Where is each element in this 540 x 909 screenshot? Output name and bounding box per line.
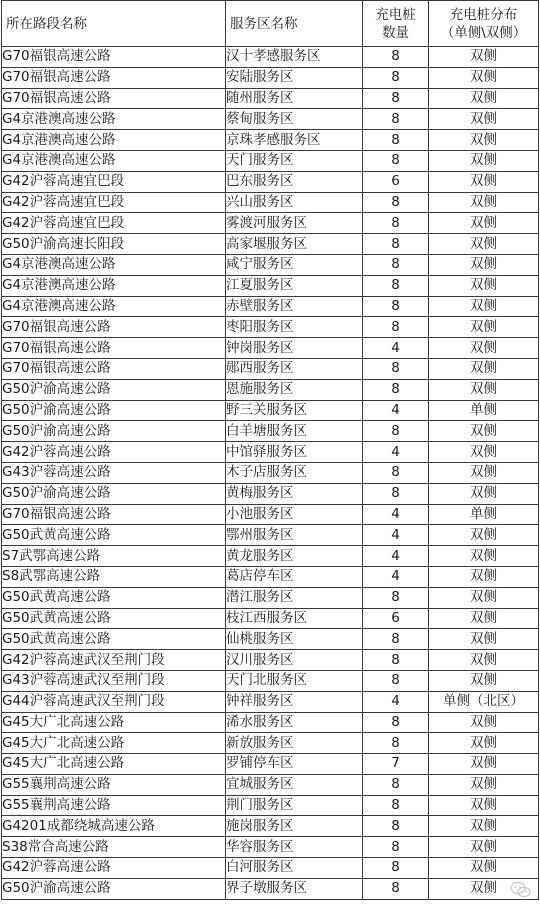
road-cell: G45大广北高速公路 <box>2 712 226 733</box>
road-cell: G70福银高速公路 <box>2 504 226 525</box>
road-cell: G4京港澳高速公路 <box>2 254 226 275</box>
road-cell: G4京港澳高速公路 <box>2 150 226 171</box>
table-row <box>2 754 539 775</box>
table-row <box>2 462 539 483</box>
table-row <box>2 275 539 296</box>
charger-side-cell: 双侧 <box>429 67 539 88</box>
charger-side-cell: 双侧 <box>429 858 539 879</box>
charger-side-cell: 单侧 <box>429 504 539 525</box>
table-row <box>2 254 539 275</box>
road-cell: S38常合高速公路 <box>2 837 226 858</box>
charger-count-cell: 8 <box>363 733 429 754</box>
table-row <box>2 150 539 171</box>
road-cell: G55襄荆高速公路 <box>2 774 226 795</box>
road-cell: G70福银高速公路 <box>2 67 226 88</box>
road-cell: G43沪蓉高速公路 <box>2 462 226 483</box>
table-row <box>2 629 539 650</box>
service-area-cell: 鄂州服务区 <box>226 525 363 546</box>
service-area-cell: 黄梅服务区 <box>226 483 363 504</box>
charger-count-cell: 8 <box>363 234 429 255</box>
table-row <box>2 88 539 109</box>
charger-count-cell: 8 <box>363 254 429 275</box>
table-row <box>2 379 539 400</box>
table-row <box>2 213 539 234</box>
charger-side-cell: 双侧 <box>429 566 539 587</box>
service-area-cell: 天门北服务区 <box>226 670 363 691</box>
service-area-cell: 安陆服务区 <box>226 67 363 88</box>
charger-side-cell: 双侧 <box>429 192 539 213</box>
table-row <box>2 192 539 213</box>
charger-side-cell: 双侧 <box>429 795 539 816</box>
service-area-cell: 钟岗服务区 <box>226 338 363 359</box>
service-area-cell: 仙桃服务区 <box>226 629 363 650</box>
service-area-cell: 雾渡河服务区 <box>226 213 363 234</box>
service-area-cell: 汉川服务区 <box>226 650 363 671</box>
charger-count-cell: 8 <box>363 150 429 171</box>
charger-count-cell: 4 <box>363 546 429 567</box>
charger-count-cell: 8 <box>363 462 429 483</box>
service-area-cell: 木子店服务区 <box>226 462 363 483</box>
table-row <box>2 587 539 608</box>
charger-side-cell: 双侧 <box>429 733 539 754</box>
charger-count-cell: 8 <box>363 587 429 608</box>
road-cell: G44沪蓉高速武汉至荆门段 <box>2 691 226 712</box>
charger-side-cell: 双侧 <box>429 546 539 567</box>
road-cell: G50沪渝高速公路 <box>2 878 226 899</box>
road-cell: G70福银高速公路 <box>2 88 226 109</box>
road-cell: G45大广北高速公路 <box>2 733 226 754</box>
charger-count-cell: 8 <box>363 130 429 151</box>
header-charger-side <box>429 1 539 47</box>
charger-side-cell: 双侧 <box>429 421 539 442</box>
charger-side-cell: 双侧 <box>429 150 539 171</box>
service-area-cell: 汉十孝感服务区 <box>226 47 363 68</box>
road-cell: G42沪蓉高速公路 <box>2 858 226 879</box>
charger-count-cell: 7 <box>363 754 429 775</box>
service-area-cell: 中馆驿服务区 <box>226 442 363 463</box>
table-row <box>2 400 539 421</box>
charger-count-cell: 8 <box>363 795 429 816</box>
charger-side-cell: 双侧 <box>429 608 539 629</box>
charger-side-cell: 双侧 <box>429 442 539 463</box>
table-row <box>2 816 539 837</box>
service-area-cell: 郧西服务区 <box>226 358 363 379</box>
charger-side-cell: 双侧 <box>429 462 539 483</box>
service-area-cell: 华容服务区 <box>226 837 363 858</box>
service-area-cell: 枝江西服务区 <box>226 608 363 629</box>
charger-count-cell: 8 <box>363 878 429 899</box>
charger-side-cell: 双侧 <box>429 878 539 899</box>
charger-count-cell: 8 <box>363 296 429 317</box>
service-area-cell: 潜江服务区 <box>226 587 363 608</box>
table-row <box>2 608 539 629</box>
service-area-cell: 野三关服务区 <box>226 400 363 421</box>
road-cell: S8武鄂高速公路 <box>2 566 226 587</box>
road-cell: G50沪渝高速公路 <box>2 421 226 442</box>
table-row <box>2 317 539 338</box>
charger-count-cell: 8 <box>363 275 429 296</box>
table-row <box>2 171 539 192</box>
charger-side-cell: 双侧 <box>429 754 539 775</box>
road-cell: G43沪蓉高速武汉至荆门段 <box>2 670 226 691</box>
table-row <box>2 733 539 754</box>
charger-count-cell: 6 <box>363 171 429 192</box>
charger-count-cell: 8 <box>363 192 429 213</box>
charger-side-cell: 双侧 <box>429 837 539 858</box>
table-row <box>2 109 539 130</box>
road-cell: G4京港澳高速公路 <box>2 130 226 151</box>
table-row <box>2 525 539 546</box>
table-row <box>2 338 539 359</box>
charger-side-cell: 双侧 <box>429 47 539 68</box>
header-count-line2: 数量 <box>382 24 409 41</box>
header-count-line1: 充电桩 <box>375 6 416 23</box>
service-area-cell: 枣阳服务区 <box>226 317 363 338</box>
charger-count-cell: 4 <box>363 566 429 587</box>
road-cell: G50沪渝高速公路 <box>2 400 226 421</box>
road-cell: G50沪渝高速公路 <box>2 379 226 400</box>
header-service-area: 服务区名称 <box>226 1 363 47</box>
header-side-line2: （单侧\双侧） <box>440 24 527 41</box>
road-cell: G50武黄高速公路 <box>2 525 226 546</box>
header-charger-count <box>363 1 429 47</box>
charger-side-cell: 双侧 <box>429 358 539 379</box>
charger-side-cell: 双侧 <box>429 629 539 650</box>
service-area-cell: 蔡甸服务区 <box>226 109 363 130</box>
charger-side-cell: 双侧 <box>429 650 539 671</box>
charger-count-cell: 8 <box>363 317 429 338</box>
table-row <box>2 878 539 899</box>
table-row <box>2 650 539 671</box>
charger-side-cell: 双侧 <box>429 234 539 255</box>
service-area-cell: 江夏服务区 <box>226 275 363 296</box>
service-area-cell: 荆门服务区 <box>226 795 363 816</box>
charger-side-cell: 双侧 <box>429 171 539 192</box>
charger-side-cell: 双侧 <box>429 670 539 691</box>
road-cell: G45大广北高速公路 <box>2 754 226 775</box>
road-cell: G70福银高速公路 <box>2 358 226 379</box>
charging-pile-table <box>1 0 539 900</box>
table-row <box>2 442 539 463</box>
table-row <box>2 483 539 504</box>
charger-count-cell: 4 <box>363 338 429 359</box>
table-row <box>2 130 539 151</box>
road-cell: G4京港澳高速公路 <box>2 109 226 130</box>
charger-count-cell: 8 <box>363 858 429 879</box>
road-cell: G4京港澳高速公路 <box>2 275 226 296</box>
charger-side-cell: 双侧 <box>429 275 539 296</box>
charger-side-cell: 双侧 <box>429 130 539 151</box>
charger-count-cell: 8 <box>363 837 429 858</box>
charger-count-cell: 8 <box>363 358 429 379</box>
service-area-cell: 新放服务区 <box>226 733 363 754</box>
road-cell: G50武黄高速公路 <box>2 629 226 650</box>
charger-count-cell: 8 <box>363 650 429 671</box>
charger-side-cell: 双侧 <box>429 587 539 608</box>
service-area-cell: 葛店停车区 <box>226 566 363 587</box>
charger-side-cell: 双侧 <box>429 213 539 234</box>
road-cell: G42沪蓉高速宜巴段 <box>2 192 226 213</box>
charger-count-cell: 8 <box>363 670 429 691</box>
service-area-cell: 白河服务区 <box>226 858 363 879</box>
table-row <box>2 421 539 442</box>
road-cell: G70福银高速公路 <box>2 47 226 68</box>
road-cell: S7武鄂高速公路 <box>2 546 226 567</box>
table-row <box>2 837 539 858</box>
charger-count-cell: 8 <box>363 483 429 504</box>
charger-side-cell: 双侧 <box>429 483 539 504</box>
charger-side-cell: 双侧 <box>429 712 539 733</box>
header-side-line1: 充电桩分布 <box>449 6 518 23</box>
service-area-cell: 高家堰服务区 <box>226 234 363 255</box>
road-cell: G55襄荆高速公路 <box>2 795 226 816</box>
charger-count-cell: 8 <box>363 109 429 130</box>
service-area-cell: 兴山服务区 <box>226 192 363 213</box>
service-area-cell: 钟祥服务区 <box>226 691 363 712</box>
table-row <box>2 67 539 88</box>
charger-count-cell: 8 <box>363 88 429 109</box>
service-area-cell: 恩施服务区 <box>226 379 363 400</box>
table-body <box>2 47 539 900</box>
charger-count-cell: 8 <box>363 712 429 733</box>
road-cell: G4201成都绕城高速公路 <box>2 816 226 837</box>
charger-count-cell: 8 <box>363 67 429 88</box>
service-area-cell: 施岗服务区 <box>226 816 363 837</box>
service-area-cell: 浠水服务区 <box>226 712 363 733</box>
service-area-cell: 巴东服务区 <box>226 171 363 192</box>
service-area-cell: 京珠孝感服务区 <box>226 130 363 151</box>
table-row <box>2 858 539 879</box>
charger-count-cell: 4 <box>363 504 429 525</box>
road-cell: G50沪渝高速公路 <box>2 483 226 504</box>
charger-count-cell: 4 <box>363 400 429 421</box>
table-row <box>2 795 539 816</box>
charger-side-cell: 双侧 <box>429 525 539 546</box>
table-header <box>2 1 539 47</box>
charger-side-cell: 双侧 <box>429 379 539 400</box>
header-road: 所在路段名称 <box>2 1 226 47</box>
charger-count-cell: 8 <box>363 816 429 837</box>
road-cell: G50沪渝高速长阳段 <box>2 234 226 255</box>
table-row <box>2 358 539 379</box>
service-area-cell: 随州服务区 <box>226 88 363 109</box>
charger-side-cell: 双侧 <box>429 296 539 317</box>
charger-count-cell: 8 <box>363 47 429 68</box>
table-row <box>2 296 539 317</box>
charger-side-cell: 双侧 <box>429 88 539 109</box>
charger-side-cell: 双侧 <box>429 774 539 795</box>
table-row <box>2 546 539 567</box>
charger-side-cell: 双侧 <box>429 816 539 837</box>
charger-count-cell: 4 <box>363 442 429 463</box>
road-cell: G42沪蓉高速宜巴段 <box>2 171 226 192</box>
road-cell: G4京港澳高速公路 <box>2 296 226 317</box>
header-row <box>2 1 539 47</box>
table-row <box>2 712 539 733</box>
service-area-cell: 罗铺停车区 <box>226 754 363 775</box>
service-area-cell: 白羊塘服务区 <box>226 421 363 442</box>
charger-side-cell: 双侧 <box>429 317 539 338</box>
road-cell: G70福银高速公路 <box>2 338 226 359</box>
table-row <box>2 670 539 691</box>
charger-side-cell: 双侧 <box>429 338 539 359</box>
service-area-cell: 小池服务区 <box>226 504 363 525</box>
charger-side-cell: 双侧 <box>429 109 539 130</box>
charger-count-cell: 8 <box>363 629 429 650</box>
charger-count-cell: 8 <box>363 421 429 442</box>
wechat-icon <box>510 881 532 899</box>
service-area-cell: 黄龙服务区 <box>226 546 363 567</box>
table-row <box>2 234 539 255</box>
road-cell: G42沪蓉高速宜巴段 <box>2 213 226 234</box>
road-cell: G42沪蓉高速公路 <box>2 442 226 463</box>
charger-count-cell: 6 <box>363 608 429 629</box>
table-row <box>2 47 539 68</box>
service-area-cell: 宜城服务区 <box>226 774 363 795</box>
table-row <box>2 504 539 525</box>
service-area-cell: 赤壁服务区 <box>226 296 363 317</box>
charger-count-cell: 4 <box>363 525 429 546</box>
charger-count-cell: 8 <box>363 213 429 234</box>
table-row <box>2 566 539 587</box>
service-area-cell: 咸宁服务区 <box>226 254 363 275</box>
charger-count-cell: 4 <box>363 691 429 712</box>
charger-side-cell: 单侧 <box>429 400 539 421</box>
service-area-cell: 天门服务区 <box>226 150 363 171</box>
charger-side-cell: 双侧 <box>429 254 539 275</box>
road-cell: G70福银高速公路 <box>2 317 226 338</box>
charger-count-cell: 8 <box>363 379 429 400</box>
road-cell: G50武黄高速公路 <box>2 608 226 629</box>
table-row <box>2 774 539 795</box>
charger-side-cell: 单侧（北区） <box>429 691 539 712</box>
service-area-cell: 界子墩服务区 <box>226 878 363 899</box>
road-cell: G42沪蓉高速武汉至荆门段 <box>2 650 226 671</box>
table-row <box>2 691 539 712</box>
road-cell: G50武黄高速公路 <box>2 587 226 608</box>
charger-count-cell: 8 <box>363 774 429 795</box>
